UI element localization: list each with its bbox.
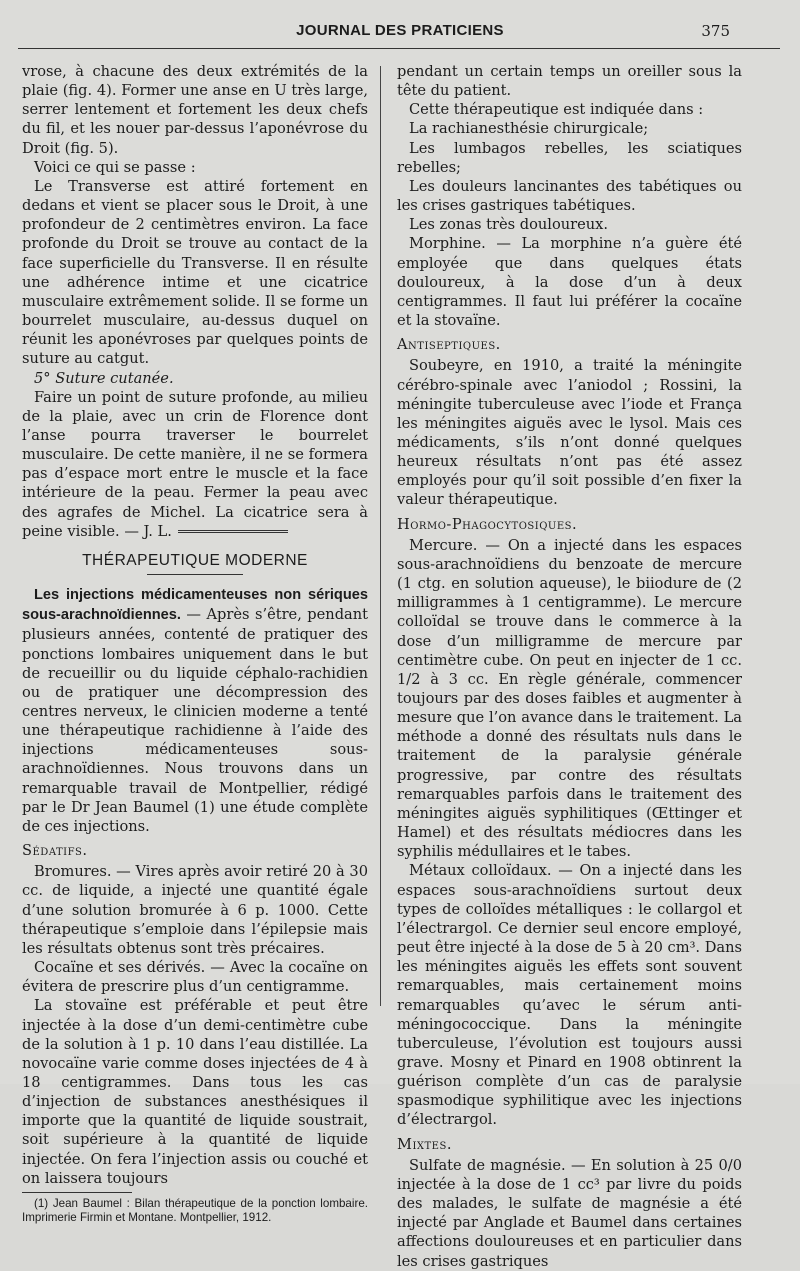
antiseptiques-heading: Antiseptiques. (397, 336, 501, 354)
article-intro (22, 585, 368, 836)
article-intro-text: — Après s’être, pendant plusieurs années, contenté de pratiquer des ponctions lombaires uniquement dans le but de recueillir ou du liquide céphalo-rachidien ou de pratiquer une décompression des centres nerveux, le clinicien moderne a tenté une thérapeutique rachidienne à l’aide des injections médicamenteuses sous-arachnoïdiennes. Nous trouvons dans un remarquable travail de Montpellier, rédigé par le Dr Jean Baumel (1) une étude complète de ces injections. (22, 606, 368, 835)
morphine-paragraph: Morphine. — La morphine n’a guère été employée que dans quelques états douloureux, à la dose d’un à deux centigrammes. Il faut lui préférer la cocaïne et la stovaïne. (397, 235, 742, 330)
section-rule (147, 574, 243, 575)
sedatifs-heading: Sédatifs. (22, 842, 88, 860)
sulfate-paragraph: Sulfate de magnésie. — En solution à 25 0/0 injectée à la dose de 1 cc³ par livre du poids des malades, le sulfate de magnésie a été injecté par Anglade et Baumel dans certaines affections douloureuses et en particulier dans les crises gastriques (397, 1156, 742, 1270)
page-number: 375 (701, 22, 730, 40)
article-title: Les injections médicamenteuses non sériques sous-arachnoïdiennes. (22, 587, 368, 624)
end-rule (178, 530, 288, 533)
right-paragraph-1: pendant un certain temps un oreiller sous la tête du patient. (397, 63, 742, 100)
column-divider (380, 66, 381, 1006)
footnote: (1) Jean Baumel : Bilan thérapeutique de la ponction lombaire. Imprimerie Firmin et Montane. Montpellier, 1912. (22, 1196, 368, 1225)
indication-4: Les zonas très douloureux. (409, 216, 609, 234)
left-paragraph-1: vrose, à chacune des deux extrémités de la plaie (fig. 4). Former une anse en U très large, serrer lentement et fortement les deux chefs du fil, et les nouer par-dessus l’aponévrose du Droit (fig. 5). (22, 63, 368, 157)
metaux-paragraph: Métaux colloïdaux. — On a injecté dans les espaces sous-arachnoïdiens surtout deux types de colloïdes métalliques : le collargol et l’électrargol. Ce dernier seul encore employé, peut être injecté à la dose de 5 à 20 cm³. Dans les méningites aiguës les effets sont souvent remarquables, mais certainement moins remarquables qu’avec le sérum anti-méningococcique. Dans la méningite tuberculeuse, l’évolution est toujours aussi grave. Mosny et Pinard en 1908 obtinrent la guérison complète d’un cas de paralysie spasmodique syphilitique avec les injections d’électrargol. (397, 862, 742, 1129)
indication-2: Les lumbagos rebelles, les sciatiques rebelles; (397, 139, 742, 176)
left-paragraph-5 (22, 388, 368, 541)
suture-heading: 5° Suture cutanée. (34, 369, 174, 387)
journal-title: JOURNAL DES PRATICIENS (296, 22, 504, 39)
section-title: THÉRAPEUTIQUE MODERNE (82, 551, 308, 569)
mercure-paragraph: Mercure. — On a injecté dans les espaces sous-arachnoïdiens du benzoate de mercure (1 ctg. en solution aqueuse), le biiodure de (2 milligrammes à 1 centigramme). Le mercure colloïdal se trouve dans le commerce à la dose d’un milligramme de mercure par centimètre cube. On peut en injecter de 1 cc. 1/2 à 3 cc. En règle générale, commencer toujours par des doses faibles et augmenter à mesure que l’on avance dans le traitement. La méthode a donné des résultats nuls dans le traitement de la paralysie générale progressive, par contre des résultats remarquables parfois dans le traitement des méningites aiguës syphilitiques (Œttinger et Hamel) et des résultats médiocres dans les syphilis médullaires et le tabes. (397, 536, 742, 861)
antiseptiques-paragraph: Soubeyre, en 1910, a traité la méningite cérébro-spinale avec l’aniodol ; Rossini, la méningite tuberculeuse avec l’iode et França les méningites aiguës avec le lysol. Mais ces médicaments, s’ils n’ont donné quelques heureux résultats n’ont pas été assez employés pour qu’il soit possible d’en fixer la valeur thérapeutique. (397, 357, 742, 509)
right-column (397, 62, 742, 1271)
indication-1: La rachianesthésie chirurgicale; (409, 120, 649, 138)
bromures-paragraph: Bromures. — Vires après avoir retiré 20 à 30 cc. de liquide, a injecté une quantité égale d’une solution bromurée à 6 p. 1000. Cette thérapeutique s’emploie dans l’épilepsie mais les résultats obtenus sont très précaires. (22, 863, 368, 957)
cocaine-paragraph: Cocaïne et ses dérivés. — Avec la cocaïne on évitera de prescrire plus d’un centigramme. (22, 959, 368, 996)
running-header (20, 22, 780, 46)
left-paragraph-5-text: Faire un point de suture profonde, au milieu de la plaie, avec un crin de Florence dont l’anse pourra traverser le bourrelet musculaire. De cette manière, il ne se formera pas d’espace mort entre le muscle et la face intérieure de la peau. Fermer la peau avec des agrafes de Michel. La cicatrice sera à peine visible. — J. L. (22, 388, 368, 540)
footnote-rule (22, 1192, 132, 1193)
left-column (22, 62, 368, 1226)
left-paragraph-2: Voici ce qui se passe : (34, 158, 196, 176)
right-paragraph-2: Cette thérapeutique est indiquée dans : (409, 101, 704, 119)
header-rule (18, 48, 780, 49)
indication-3: Les douleurs lancinantes des tabétiques ou les crises gastriques tabétiques. (397, 177, 742, 215)
hormo-heading: Hormo-Phagocytosiques. (397, 515, 578, 533)
stovaine-paragraph: La stovaïne est préférable et peut être injectée à la dose d’un demi-centimètre cube de la solution à 1 p. 10 dans l’eau distillée. La novocaïne varie comme doses injectées de 4 à 18 centigrammes. Dans tous les cas d’injection de substances anesthésiques il importe que la quantité de liquide soustrait, soit supérieure à la quantité de liquide injectée. On fera l’injection assis ou couché et on laissera toujours (22, 997, 368, 1187)
mixtes-heading: Mixtes. (397, 1135, 452, 1153)
left-paragraph-3: Le Transverse est attiré fortement en dedans et vient se placer sous le Droit, à une profondeur de 2 centimètres environ. La face profonde du Droit se trouve au contact de la face superficielle du Transverse. Il en résulte une adhérence intime et une cicatrice musculaire extrêmement solide. Il se forme un bourrelet musculaire, au-dessus duquel on réunit les aponévroses par quelques points de suture au catgut. (22, 177, 368, 368)
